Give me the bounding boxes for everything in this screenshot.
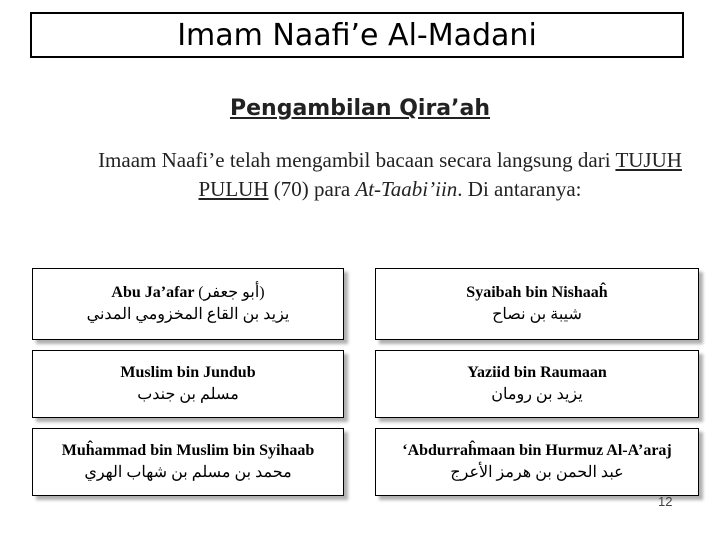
intro-text-3: . Di antaranya: (457, 177, 582, 201)
intro-paragraph (90, 146, 690, 204)
teacher-name-arabic: (أبو جعفر) (198, 284, 265, 301)
intro-text-1: Imaam Naafi’e telah mengambil bacaan secara langsung dari (98, 148, 616, 172)
section-subtitle: Pengambilan Qira’ah (229, 96, 491, 121)
teacher-name: Muslim bin Jundub (120, 364, 256, 381)
teacher-name-line (111, 282, 264, 304)
slide-title: Imam Naafi’e Al-Madani (177, 17, 537, 53)
teacher-arabic: يزيد بن رومان (491, 386, 583, 403)
page-number: 12 (658, 494, 673, 509)
teacher-name: ‘Abdurraĥmaan bin Hurmuz Al-A’araj (402, 442, 672, 459)
teacher-arabic: محمد بن مسلم بن شهاب الهري (84, 464, 292, 481)
teacher-name: Syaibah bin Nishaaĥ (466, 284, 608, 301)
intro-underlined: TUJUH PULUH (198, 148, 682, 201)
teacher-name: Yaziid bin Raumaan (467, 364, 607, 381)
teacher-card-1 (32, 268, 344, 340)
teacher-card-2 (375, 268, 699, 340)
teacher-arabic: مسلم بن جندب (137, 386, 239, 403)
intro-text-2: (70) para (268, 177, 356, 201)
teacher-name: Muĥammad bin Muslim bin Syihaab (61, 442, 315, 459)
teacher-card-3 (32, 350, 344, 418)
teacher-name: Abu Ja’afar (111, 284, 195, 301)
teacher-arabic: عبد الحمن بن هرمز الأعرج (450, 464, 624, 481)
teacher-card-6 (375, 428, 699, 496)
title-box (30, 12, 684, 58)
teacher-arabic: يزيد بن القاع المخزومي المدني (86, 306, 290, 323)
intro-italic: At-Taabi’iin (355, 177, 458, 201)
teacher-arabic: شيبة بن نصاح (492, 306, 582, 323)
teacher-card-5 (32, 428, 344, 496)
teacher-card-4 (375, 350, 699, 418)
